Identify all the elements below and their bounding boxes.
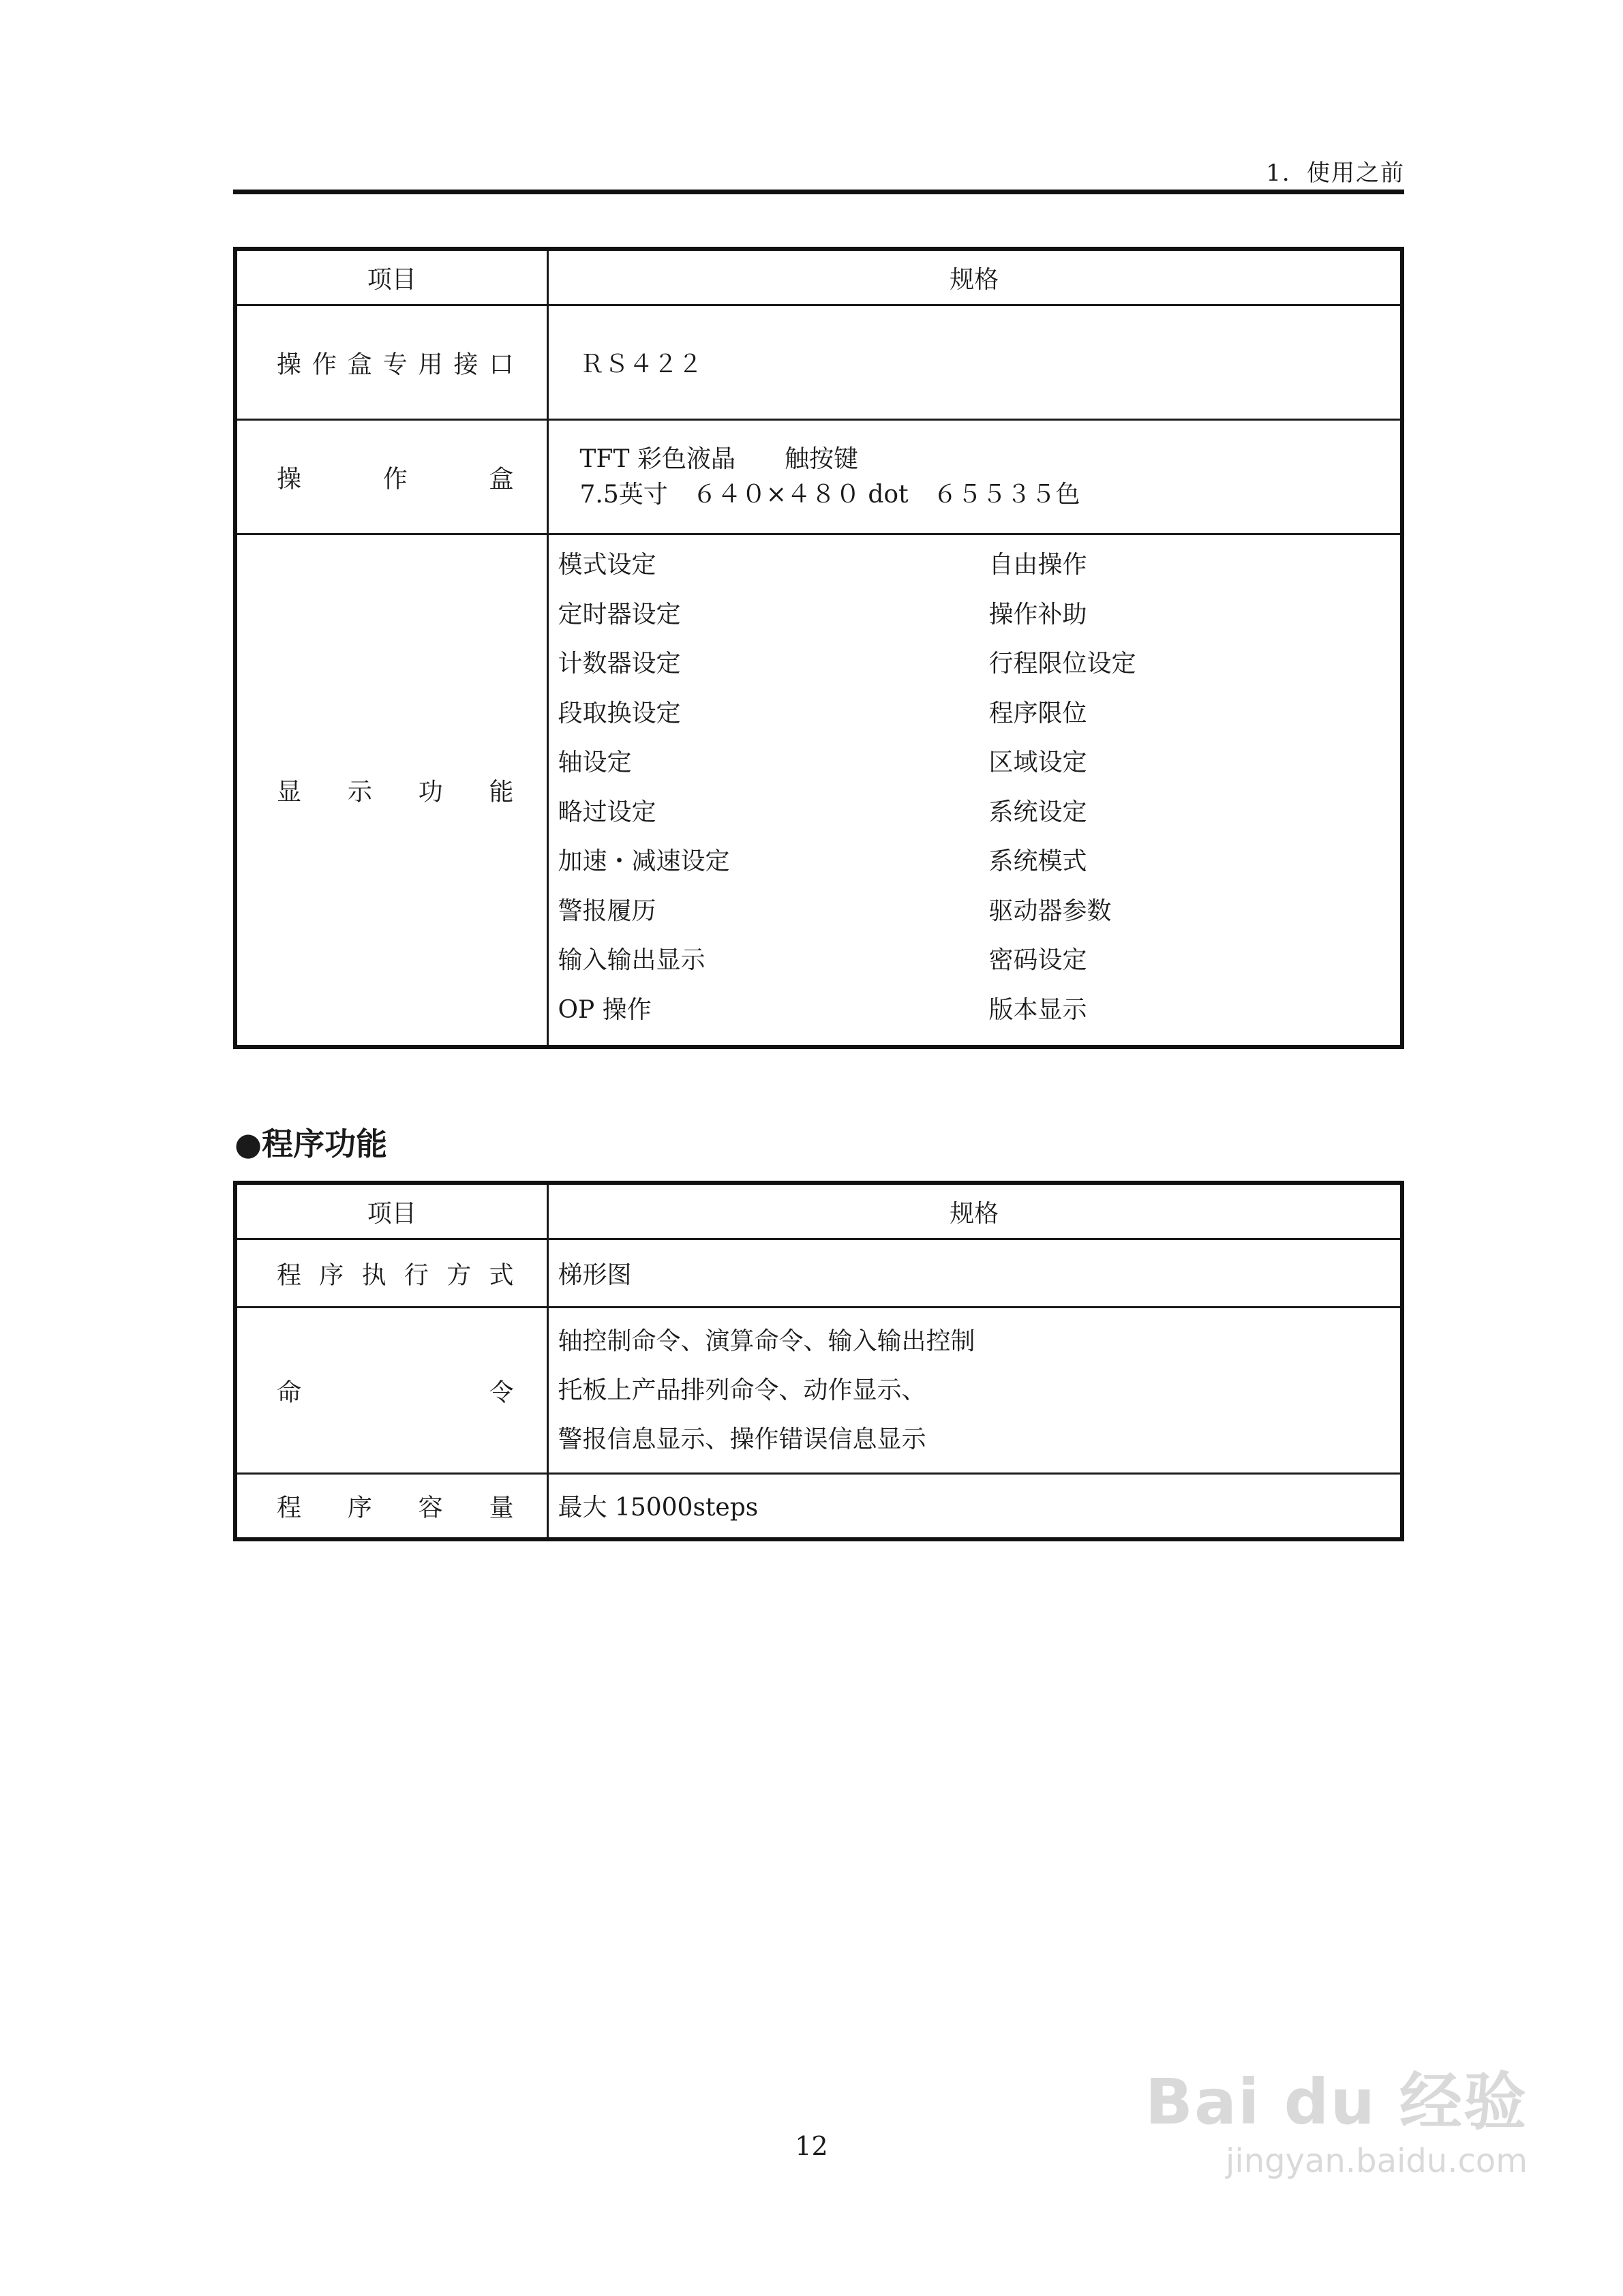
list-item: 模式设定 <box>558 551 656 579</box>
row-label-program-capacity: 程 序 容 量 <box>235 1474 547 1539</box>
row-value-operation-box <box>547 420 1402 534</box>
row-value-commands <box>547 1308 1402 1474</box>
col-header-item: 项目 <box>235 1183 547 1239</box>
page-number: 12 <box>795 2131 828 2161</box>
list-item: 输入输出显示 <box>558 946 706 974</box>
list-item: 程序限位 <box>988 699 1087 727</box>
command-line: 警报信息显示、操作错误信息显示 <box>558 1425 926 1453</box>
col-header-spec: 规格 <box>547 1183 1402 1239</box>
row-label-commands: 命 令 <box>235 1308 547 1474</box>
list-item: 区域设定 <box>988 749 1087 776</box>
list-item: 轴设定 <box>558 749 632 776</box>
col-header-spec: 规格 <box>547 249 1402 305</box>
program-function-spec-table <box>233 1181 1404 1541</box>
resolution-spec-line: 7.5英寸 ６４０×４８０ dot ６５５３５色 <box>579 480 1080 509</box>
chapter-header: 1．使用之前 <box>1266 160 1405 187</box>
list-item: 密码设定 <box>988 946 1087 974</box>
list-item: 系统模式 <box>988 847 1087 875</box>
list-item: 版本显示 <box>988 995 1087 1024</box>
row-value-interface: ＲＳ４２２ <box>547 305 1402 420</box>
list-item: 操作补助 <box>988 600 1087 629</box>
row-label-execution-mode: 程 序 执 行 方 式 <box>235 1239 547 1308</box>
list-item: OP 操作 <box>558 995 652 1024</box>
list-item: 自由操作 <box>988 551 1087 579</box>
row-label-operation-box: 操 作 盒 <box>235 420 547 534</box>
list-item: 警报履历 <box>558 896 656 925</box>
row-label-interface: 操 作 盒 专 用 接 口 <box>235 305 547 420</box>
command-line: 轴控制命令、演算命令、输入输出控制 <box>558 1327 975 1355</box>
list-item: 定时器设定 <box>558 600 681 629</box>
row-value-execution-mode: 梯形图 <box>547 1239 1402 1308</box>
display-functions-list <box>547 534 1402 1047</box>
watermark-logo: Bai du 经验 <box>1144 2066 1528 2139</box>
list-item: 行程限位设定 <box>988 650 1136 678</box>
command-line: 托板上产品排列命令、动作显示、 <box>558 1376 926 1404</box>
header-rule <box>233 190 1404 194</box>
list-item: 计数器设定 <box>558 650 681 678</box>
list-item: 系统设定 <box>988 798 1087 826</box>
list-item: 段取换设定 <box>558 699 681 727</box>
col-header-item: 项目 <box>235 249 547 305</box>
list-item: 加速・减速设定 <box>558 847 730 875</box>
list-item: 驱动器参数 <box>988 896 1112 925</box>
row-value-program-capacity: 最大 15000steps <box>547 1474 1402 1539</box>
display-spec-line: TFT 彩色液晶 触按键 <box>579 444 858 473</box>
list-item: 略过设定 <box>558 798 656 826</box>
operation-box-spec-table <box>233 247 1404 1049</box>
watermark-url: jingyan.baidu.com <box>1226 2142 1528 2180</box>
row-label-display-functions: 显 示 功 能 <box>235 534 547 1047</box>
section-title: ●程序功能 <box>234 1126 388 1162</box>
